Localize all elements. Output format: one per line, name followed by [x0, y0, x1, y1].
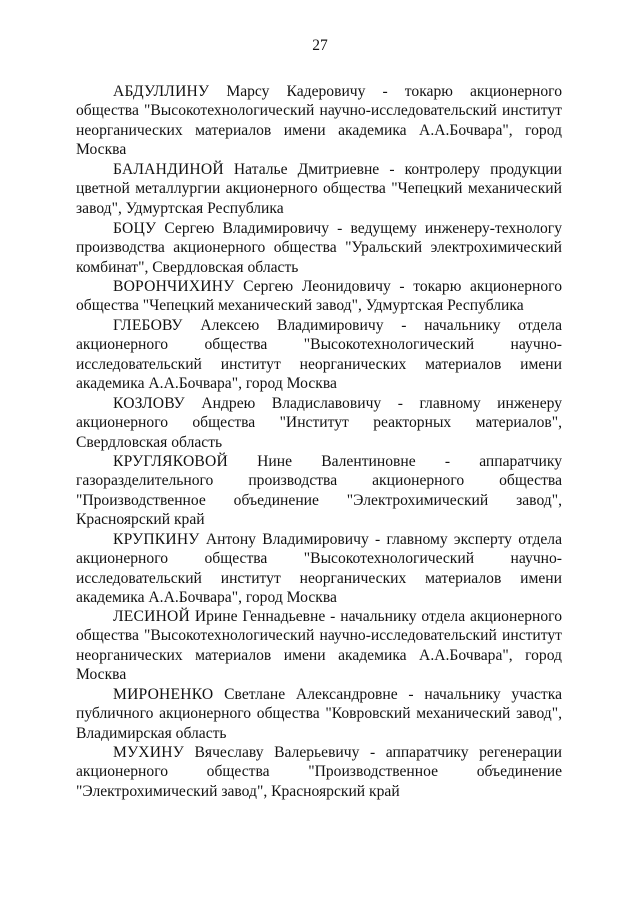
recipient-surname: КРУГЛЯКОВОЙ: [113, 453, 228, 470]
recipient-surname: ВОРОНЧИХИНУ: [113, 278, 235, 295]
award-entry: [76, 743, 562, 801]
recipient-details: Светлане Александровне - начальнику участка публичного акционерного общества "Ковровский механический завод", Владимирская область: [76, 686, 562, 742]
recipient-details: Наталье Дмитриевне - контролеру продукции цветной металлургии акционерного общества "Чепецкий механический завод", Удмуртская Республика: [76, 161, 562, 217]
recipient-details: Нине Валентиновне - аппаратчику газоразделительного производства акционерного общества "Производственное объединение "Электрохимический завод", Красноярский край: [76, 453, 562, 529]
page-number: 27: [312, 37, 328, 54]
recipient-details: Ирине Геннадьевне - начальнику отдела акционерного общества "Высокотехнологический научно-исследовательский институт неорганических материалов имени академика А.А.Бочвара", город Москва: [76, 608, 562, 684]
recipient-details: Алексею Владимировичу - начальнику отдела акционерного общества "Высокотехнологический научно-исследовательский институт неорганических материалов имени академика А.А.Бочвара", город Москва: [76, 317, 562, 393]
recipient-surname: МУХИНУ: [113, 744, 184, 761]
recipient-details: Сергею Леонидовичу - токарю акционерного общества "Чепецкий механический завод", Удмуртская Республика: [76, 278, 562, 315]
recipient-surname: КРУПКИНУ: [113, 531, 200, 548]
recipient-surname: БОЦУ: [113, 220, 157, 237]
recipient-details: Вячеславу Валерьевичу - аппаратчику регенерации акционерного общества "Производственное объединение "Электрохимический завод", Красноярский край: [76, 744, 562, 800]
award-entry: [76, 685, 562, 743]
recipient-details: Сергею Владимировичу - ведущему инженеру-технологу производства акционерного общества "Уральский электрохимический комбинат", Свердловская область: [76, 220, 562, 276]
award-entry: [76, 607, 562, 685]
recipient-details: Антону Владимировичу - главному эксперту отдела акционерного общества "Высокотехнологический научно-исследовательский институт неорганических материалов имени академика А.А.Бочвара", город Москва: [76, 531, 562, 607]
recipient-surname: ЛЕСИНОЙ: [113, 608, 190, 625]
award-entry: [76, 452, 562, 530]
recipient-surname: АБДУЛЛИНУ: [113, 83, 210, 100]
recipient-details: Марсу Кадеровичу - токарю акционерного общества "Высокотехнологический научно-исследовательский институт неорганических материалов имени академика А.А.Бочвара", город Москва: [76, 83, 562, 159]
award-entry: [76, 394, 562, 452]
award-entry: [76, 82, 562, 160]
recipient-surname: КОЗЛОВУ: [113, 395, 185, 412]
recipient-surname: БАЛАНДИНОЙ: [113, 161, 224, 178]
award-entry: [76, 160, 562, 218]
recipient-surname: МИРОНЕНКО: [113, 686, 214, 703]
recipient-surname: ГЛЕБОВУ: [113, 317, 183, 334]
award-entry: [76, 530, 562, 608]
award-entry: [76, 219, 562, 277]
award-entry: [76, 316, 562, 394]
award-entry: [76, 277, 562, 316]
recipient-details: Андрею Владиславовичу - главному инженеру акционерного общества "Институт реакторных материалов", Свердловская область: [76, 395, 562, 451]
